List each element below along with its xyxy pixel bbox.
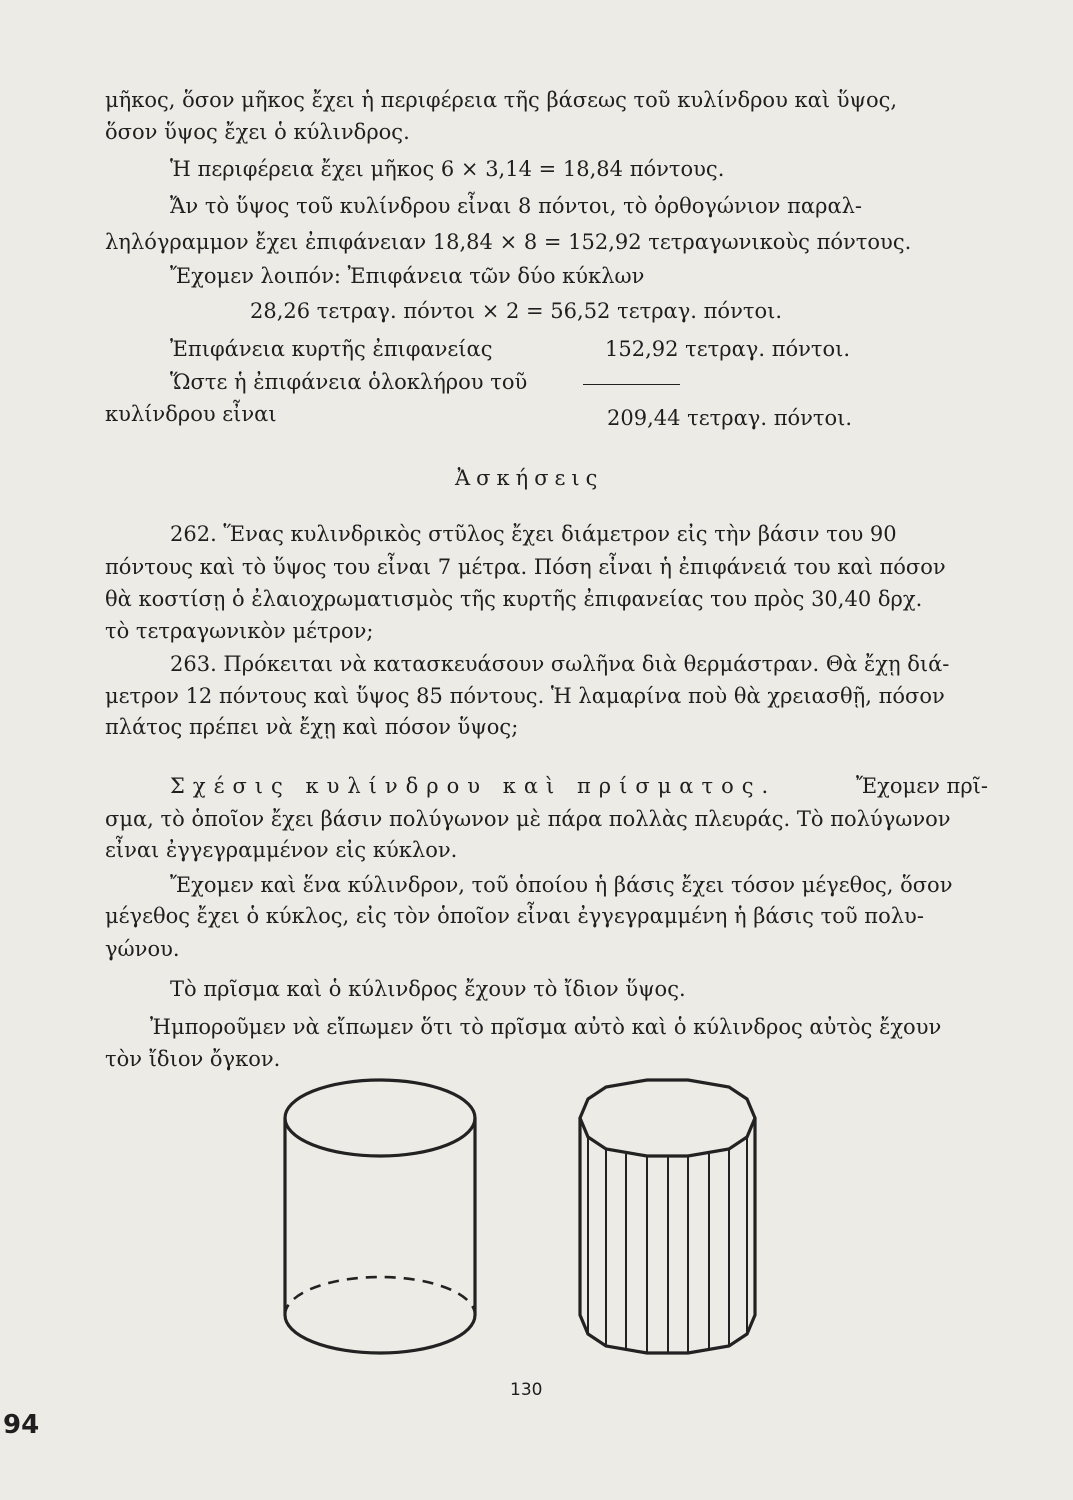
perimeter-line: Ἡ περιφέρεια ἔχει μῆκος 6 × 3,14 = 18,84 πόντους. [170, 157, 725, 181]
total-label-2: κυλίνδρου εἶναι [105, 402, 277, 426]
relation-line-3: εἶναι ἐγγεγραμμένον εἰς κύκλον. [105, 838, 458, 862]
exercise-263-line-3: πλάτος πρέπει νὰ ἔχῃ καὶ πόσον ὕψος; [105, 715, 519, 739]
exercises-heading: Ἀσκήσεις [455, 466, 604, 490]
totals-intro: Ἔχομεν λοιπόν: Ἐπιφάνεια τῶν δύο κύκλων [170, 264, 645, 288]
relation-line-6: γώνου. [105, 937, 180, 961]
relation-line-2: σμα, τὸ ὁποῖον ἔχει βάσιν πολύγωνον μὲ πάρα πολλὰς πλευράς. Τὸ πολύγωνον [105, 807, 951, 831]
cylinder-drawing [285, 1080, 475, 1353]
exercise-262-line-3: θὰ κοστίσῃ ὁ ἐλαιοχρωματισμὸς τῆς κυρτῆς ἐπιφανείας του πρὸς 30,40 δρχ. [105, 587, 923, 611]
curved-label: Ἐπιφάνεια κυρτῆς ἐπιφανείας [170, 337, 493, 361]
curved-value: 152,92 τετραγ. πόντοι. [605, 337, 851, 361]
figure-page-number: 130 [510, 1380, 543, 1400]
total-value: 209,44 τετραγ. πόντοι. [607, 406, 853, 430]
relation-line-1-rest: Ἔχομεν πρῖ- [856, 774, 988, 798]
intro-line-2: ὅσον ὕψος ἔχει ὁ κύλινδρος. [105, 120, 410, 144]
relation-line-5: μέγεθος ἔχει ὁ κύκλος, εἰς τὸν ὁποῖον εἶναι ἐγγεγραμμένη ἡ βάσις τοῦ πολυ- [105, 904, 924, 928]
sum-rule [583, 384, 680, 385]
exercise-262-line-2: πόντους καὶ τὸ ὕψος του εἶναι 7 μέτρα. Πόση εἶναι ἡ ἐπιφάνειά του καὶ πόσον [105, 555, 946, 579]
exercise-262-line-4: τὸ τετραγωνικὸν μέτρον; [105, 619, 374, 643]
relation-line-7: Τὸ πρῖσμα καὶ ὁ κύλινδρος ἔχουν τὸ ἴδιον ὕψος. [170, 977, 686, 1001]
book-page-number: 94 [3, 1410, 40, 1440]
total-label-1: Ὥστε ἡ ἐπιφάνεια ὁλοκλήρου τοῦ [170, 370, 528, 394]
prism-drawing [580, 1080, 755, 1354]
relation-title: Σχέσις κυλίνδρου καὶ πρίσματος. [170, 774, 777, 798]
rectangle-line-1: Ἄν τὸ ὕψος τοῦ κυλίνδρου εἶναι 8 πόντοι, τὸ ὀρθογώνιον παραλ- [170, 194, 863, 218]
circles-area: 28,26 τετραγ. πόντοι × 2 = 56,52 τετραγ. πόντοι. [250, 299, 783, 323]
relation-line-9: τὸν ἴδιον ὄγκον. [105, 1047, 281, 1071]
relation-line-4: Ἔχομεν καὶ ἕνα κύλινδρον, τοῦ ὁποίου ἡ βάσις ἔχει τόσον μέγεθος, ὅσον [170, 873, 953, 897]
intro-line-1: μῆκος, ὅσον μῆκος ἔχει ἡ περιφέρεια τῆς βάσεως τοῦ κυλίνδρου καὶ ὕψος, [105, 88, 898, 112]
rectangle-line-2: ληλόγραμμον ἔχει ἐπιφάνειαν 18,84 × 8 = 152,92 τετραγωνικοὺς πόντους. [105, 230, 912, 254]
exercise-263-line-1: 263. Πρόκειται νὰ κατασκευάσουν σωλῆνα διὰ θερμάστραν. Θὰ ἔχῃ διά- [170, 652, 950, 676]
relation-line-8: Ἠμποροῦμεν νὰ εἴπωμεν ὅτι τὸ πρῖσμα αὐτὸ καὶ ὁ κύλινδρος αὐτὸς ἔχουν [150, 1015, 942, 1039]
exercise-262-line-1: 262. Ἕνας κυλινδρικὸς στῦλος ἔχει διάμετρον εἰς τὴν βάσιν του 90 [170, 522, 897, 546]
cylinder-prism-figure [270, 1075, 790, 1375]
exercise-263-line-2: μετρον 12 πόντους καὶ ὕψος 85 πόντους. Ἡ λαμαρίνα ποὺ θὰ χρειασθῇ, πόσον [105, 684, 945, 708]
